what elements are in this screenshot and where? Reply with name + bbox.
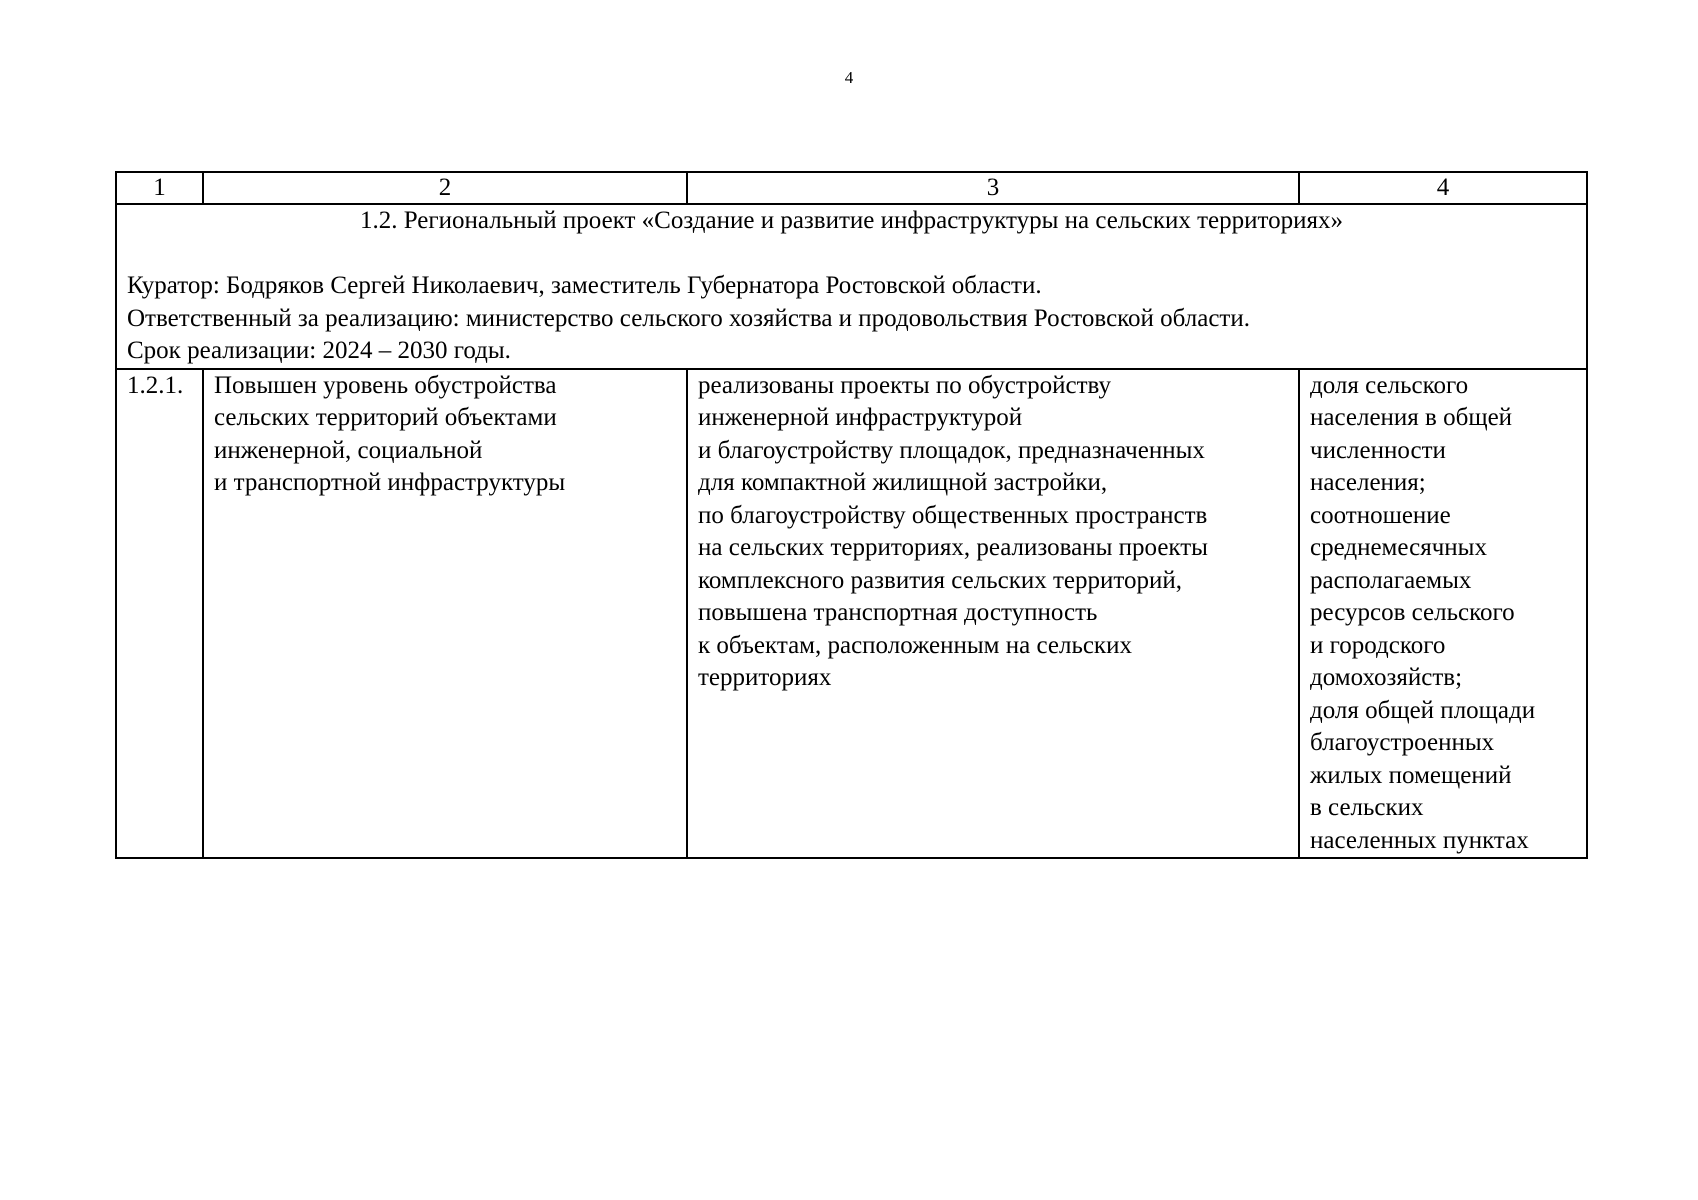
result-line: реализованы проекты по обустройству [698, 371, 1111, 399]
section-row [116, 204, 1587, 369]
task-line: Повышен уровень обустройства [214, 371, 557, 399]
section-cell [116, 204, 1587, 369]
page-number: 4 [844, 68, 854, 87]
section-title: 1.2. Региональный проект «Создание и развитие инфраструктуры на сельских территориях» [359, 207, 1343, 234]
indicator-line: населения в общей [1310, 404, 1513, 431]
header-cell-2: 2 [203, 172, 687, 204]
result-line: и благоустройству площадок, предназначенных [698, 436, 1205, 464]
indicator-line: доля общей площади [1310, 696, 1536, 724]
indicator-line: численности [1310, 436, 1446, 464]
indicator-line: жилых помещений [1310, 761, 1512, 789]
indicator-line: домохозяйств; [1310, 664, 1463, 691]
indicator-line: ресурсов сельского [1310, 599, 1515, 626]
indicator-line: соотношение [1310, 501, 1451, 529]
result-line: повышена транспортная доступность [698, 599, 1098, 626]
task-line: инженерной, социальной [214, 436, 483, 464]
task-cell [203, 369, 687, 859]
result-line: инженерной инфраструктурой [698, 404, 1023, 431]
result-line: территориях [698, 664, 832, 691]
table-row [116, 369, 1587, 859]
section-spacer [127, 238, 1576, 271]
result-line: комплексного развития сельских территорий, [698, 566, 1183, 594]
indicator-line: и городского [1310, 631, 1446, 659]
task-line: сельских территорий объектами [214, 404, 557, 431]
indicator-line: среднемесячных [1310, 534, 1487, 561]
header-cell-3: 3 [687, 172, 1299, 204]
indicator-line: населенных пунктах [1310, 826, 1529, 854]
header-cell-4: 4 [1299, 172, 1587, 204]
result-line: на сельских территориях, реализованы проекты [698, 534, 1208, 561]
result-line: к объектам, расположенным на сельских [698, 631, 1132, 659]
indicator-line: располагаемых [1310, 566, 1472, 594]
indicator-line: населения; [1310, 469, 1426, 496]
result-line: по благоустройству общественных пространств [698, 501, 1208, 529]
header-cell-1: 1 [116, 172, 203, 204]
row-number: 1.2.1. [116, 369, 203, 859]
indicator-line: благоустроенных [1310, 729, 1495, 756]
task-line: и транспортной инфраструктуры [214, 469, 566, 496]
indicator-cell [1299, 369, 1587, 859]
indicator-line: в сельских [1310, 794, 1424, 821]
header-row [116, 172, 1587, 204]
section-curator: Куратор: Бодряков Сергей Николаевич, заместитель Губернатора Ростовской области. [127, 272, 1042, 299]
result-cell [687, 369, 1299, 859]
indicator-line: доля сельского [1310, 371, 1469, 399]
section-responsible: Ответственный за реализацию: министерство сельского хозяйства и продовольствия Ростовской области. [127, 304, 1250, 332]
section-period: Срок реализации: 2024 – 2030 годы. [127, 337, 511, 364]
result-line: для компактной жилищной застройки, [698, 469, 1108, 496]
plan-table [115, 171, 1588, 859]
